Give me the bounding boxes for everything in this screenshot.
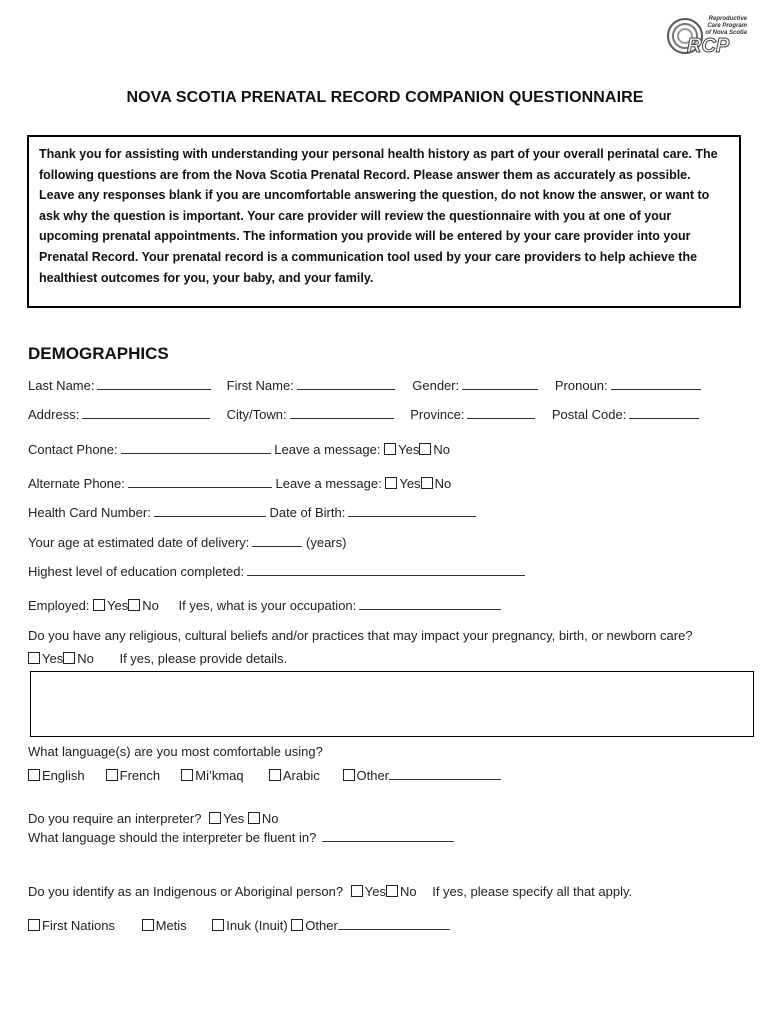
interpreter-language-input[interactable] xyxy=(322,830,454,842)
language-arabic[interactable] xyxy=(269,768,339,783)
first-name-field xyxy=(227,378,409,393)
no-label: No xyxy=(142,598,159,613)
checkbox[interactable] xyxy=(248,812,260,824)
last-name-field xyxy=(28,378,223,393)
yes-label: Yes xyxy=(107,598,129,613)
address-label: Address: xyxy=(28,407,80,422)
indigenous-yes[interactable] xyxy=(351,884,386,899)
health-card-row xyxy=(28,505,476,520)
language-question: What language(s) are you most comfortable using? xyxy=(28,744,323,759)
indigenous-options xyxy=(28,918,450,933)
language-mikmaq[interactable] xyxy=(181,768,265,783)
address-input[interactable] xyxy=(82,407,210,419)
gender-field xyxy=(412,378,551,393)
occupation-label: If yes, what is your occupation: xyxy=(178,598,357,613)
checkbox[interactable] xyxy=(128,599,140,611)
checkbox[interactable] xyxy=(384,443,396,455)
indigenous-other-input[interactable] xyxy=(338,918,450,930)
interpreter-language-label: What language should the interpreter be fluent in? xyxy=(28,830,317,845)
age-label: Your age at estimated date of delivery: xyxy=(28,535,250,550)
option-label: Other xyxy=(356,768,390,783)
yes-label: Yes xyxy=(42,651,64,666)
yes-label: Yes xyxy=(398,442,420,457)
health-card-label: Health Card Number: xyxy=(28,505,151,520)
alternate-phone-label: Alternate Phone: xyxy=(28,476,125,491)
contact-phone-row xyxy=(28,442,450,457)
dob-input[interactable] xyxy=(348,505,476,517)
province-field xyxy=(410,407,548,422)
contact-message-yes[interactable] xyxy=(384,442,419,457)
religious-yes[interactable] xyxy=(28,651,63,666)
logo-line-2: Care Program xyxy=(707,23,747,29)
education-label: Highest level of education completed: xyxy=(28,564,245,579)
checkbox[interactable] xyxy=(93,599,105,611)
no-label: No xyxy=(433,442,450,457)
interpreter-no[interactable] xyxy=(248,811,279,826)
checkbox[interactable] xyxy=(106,769,118,781)
checkbox[interactable] xyxy=(181,769,193,781)
no-label: No xyxy=(261,811,279,826)
no-label: No xyxy=(77,651,94,666)
yes-label: Yes xyxy=(223,811,245,826)
alternate-phone-row xyxy=(28,476,451,491)
first-name-input[interactable] xyxy=(297,378,395,390)
pronoun-label: Pronoun: xyxy=(554,378,608,393)
logo-line-3: of Nova Scotia xyxy=(705,30,747,36)
first-name-label: First Name: xyxy=(226,378,294,393)
checkbox[interactable] xyxy=(386,885,398,897)
language-other-input[interactable] xyxy=(389,768,501,780)
rcp-logo-mark: RCP xyxy=(687,35,730,56)
no-label: No xyxy=(434,476,452,491)
employed-no[interactable] xyxy=(128,598,159,613)
indigenous-metis[interactable] xyxy=(142,918,209,933)
checkbox[interactable] xyxy=(142,919,154,931)
option-label: Mi’kmaq xyxy=(195,768,244,783)
alternate-phone-input[interactable] xyxy=(128,476,272,488)
intro-box: Thank you for assisting with understanding your personal health history as part of your overall perinatal care. The following questions are from the Nova Scotia Prenatal Record. Please answer them as accurately as possible. Leave any responses blank if you are uncomfortable answering the question, do not know the answer, or want to ask why the question is important. Your care provider will review the questionnaire with you at one of your upcoming prenatal appointments. The information you provide will be entered by your care provider into your Prenatal Record. Your prenatal record is a communication tool used by your care providers to help achieve the healthiest outcomes for you, your baby, and your family. xyxy=(27,135,741,308)
province-label: Province: xyxy=(410,407,465,422)
checkbox[interactable] xyxy=(421,477,433,489)
indigenous-other[interactable] xyxy=(291,918,450,933)
age-row xyxy=(28,535,346,550)
city-label: City/Town: xyxy=(226,407,287,422)
checkbox[interactable] xyxy=(269,769,281,781)
checkbox[interactable] xyxy=(28,769,40,781)
education-input[interactable] xyxy=(247,564,525,576)
contact-message-no[interactable] xyxy=(419,442,450,457)
employed-yes[interactable] xyxy=(93,598,128,613)
checkbox[interactable] xyxy=(351,885,363,897)
interpreter-language-row xyxy=(28,830,454,845)
language-french[interactable] xyxy=(106,768,178,783)
postal-label: Postal Code: xyxy=(551,407,627,422)
checkbox[interactable] xyxy=(291,919,303,931)
years-label: (years) xyxy=(306,535,347,550)
option-label: First Nations xyxy=(42,918,115,933)
city-field xyxy=(227,407,407,422)
postal-field xyxy=(552,407,699,422)
language-options xyxy=(28,768,501,783)
employed-label: Employed: xyxy=(28,598,90,613)
checkbox[interactable] xyxy=(28,652,40,664)
indigenous-first-nations[interactable] xyxy=(28,918,138,933)
checkbox[interactable] xyxy=(385,477,397,489)
logo-line-1: Reproductive xyxy=(708,16,747,22)
indigenous-row xyxy=(28,884,632,899)
indigenous-label: Do you identify as an Indigenous or Aboriginal person? xyxy=(28,884,344,899)
interpreter-row xyxy=(28,811,279,826)
last-name-label: Last Name: xyxy=(28,378,95,393)
leave-message-label: Leave a message: xyxy=(274,442,381,457)
pronoun-field xyxy=(555,378,701,393)
religious-question: Do you have any religious, cultural beliefs and/or practices that may impact your pregnancy, birth, or newborn care? xyxy=(28,628,693,643)
specify-label: If yes, please specify all that apply. xyxy=(432,884,633,899)
contact-phone-label: Contact Phone: xyxy=(28,442,118,457)
alternate-message-yes[interactable] xyxy=(385,476,420,491)
option-label: French xyxy=(119,768,161,783)
alternate-message-no[interactable] xyxy=(421,476,452,491)
logo-caption xyxy=(697,16,747,37)
occupation-input[interactable] xyxy=(359,598,501,610)
yes-label: Yes xyxy=(364,884,386,899)
contact-phone-input[interactable] xyxy=(121,442,271,454)
option-label: English xyxy=(42,768,85,783)
employed-row xyxy=(28,598,501,613)
religious-no[interactable] xyxy=(63,651,94,666)
health-card-input[interactable] xyxy=(154,505,266,517)
option-label: Inuk (Inuit) xyxy=(226,918,288,933)
option-label: Metis xyxy=(155,918,187,933)
no-label: No xyxy=(399,884,417,899)
language-english[interactable] xyxy=(28,768,102,783)
language-other[interactable] xyxy=(343,768,502,783)
leave-message-label: Leave a message: xyxy=(275,476,382,491)
address-row xyxy=(28,407,699,422)
name-row xyxy=(28,378,701,393)
postal-input[interactable] xyxy=(629,407,699,419)
religious-details-textarea[interactable] xyxy=(30,671,754,737)
city-input[interactable] xyxy=(290,407,394,419)
interpreter-yes[interactable] xyxy=(209,811,244,826)
checkbox[interactable] xyxy=(212,919,224,931)
address-field xyxy=(28,407,223,422)
education-row xyxy=(28,564,525,579)
interpreter-label: Do you require an interpreter? xyxy=(28,811,202,826)
page-title: NOVA SCOTIA PRENATAL RECORD COMPANION QUESTIONNAIRE xyxy=(126,89,644,106)
option-label: Other xyxy=(305,918,338,933)
checkbox[interactable] xyxy=(28,919,40,931)
age-input[interactable] xyxy=(252,535,302,547)
yes-label: Yes xyxy=(399,476,421,491)
indigenous-inuk[interactable] xyxy=(212,918,287,933)
pronoun-input[interactable] xyxy=(611,378,701,390)
checkbox[interactable] xyxy=(343,769,355,781)
religious-answer-row xyxy=(28,651,287,666)
checkbox[interactable] xyxy=(209,812,221,824)
province-input[interactable] xyxy=(467,407,535,419)
provide-details-label: If yes, please provide details. xyxy=(119,651,288,666)
gender-input[interactable] xyxy=(462,378,538,390)
option-label: Arabic xyxy=(282,768,320,783)
dob-label: Date of Birth: xyxy=(269,505,346,520)
checkbox[interactable] xyxy=(419,443,431,455)
demographics-heading: DEMOGRAPHICS xyxy=(28,344,169,363)
gender-label: Gender: xyxy=(412,378,460,393)
last-name-input[interactable] xyxy=(97,378,211,390)
checkbox[interactable] xyxy=(63,652,75,664)
indigenous-no[interactable] xyxy=(386,884,417,899)
